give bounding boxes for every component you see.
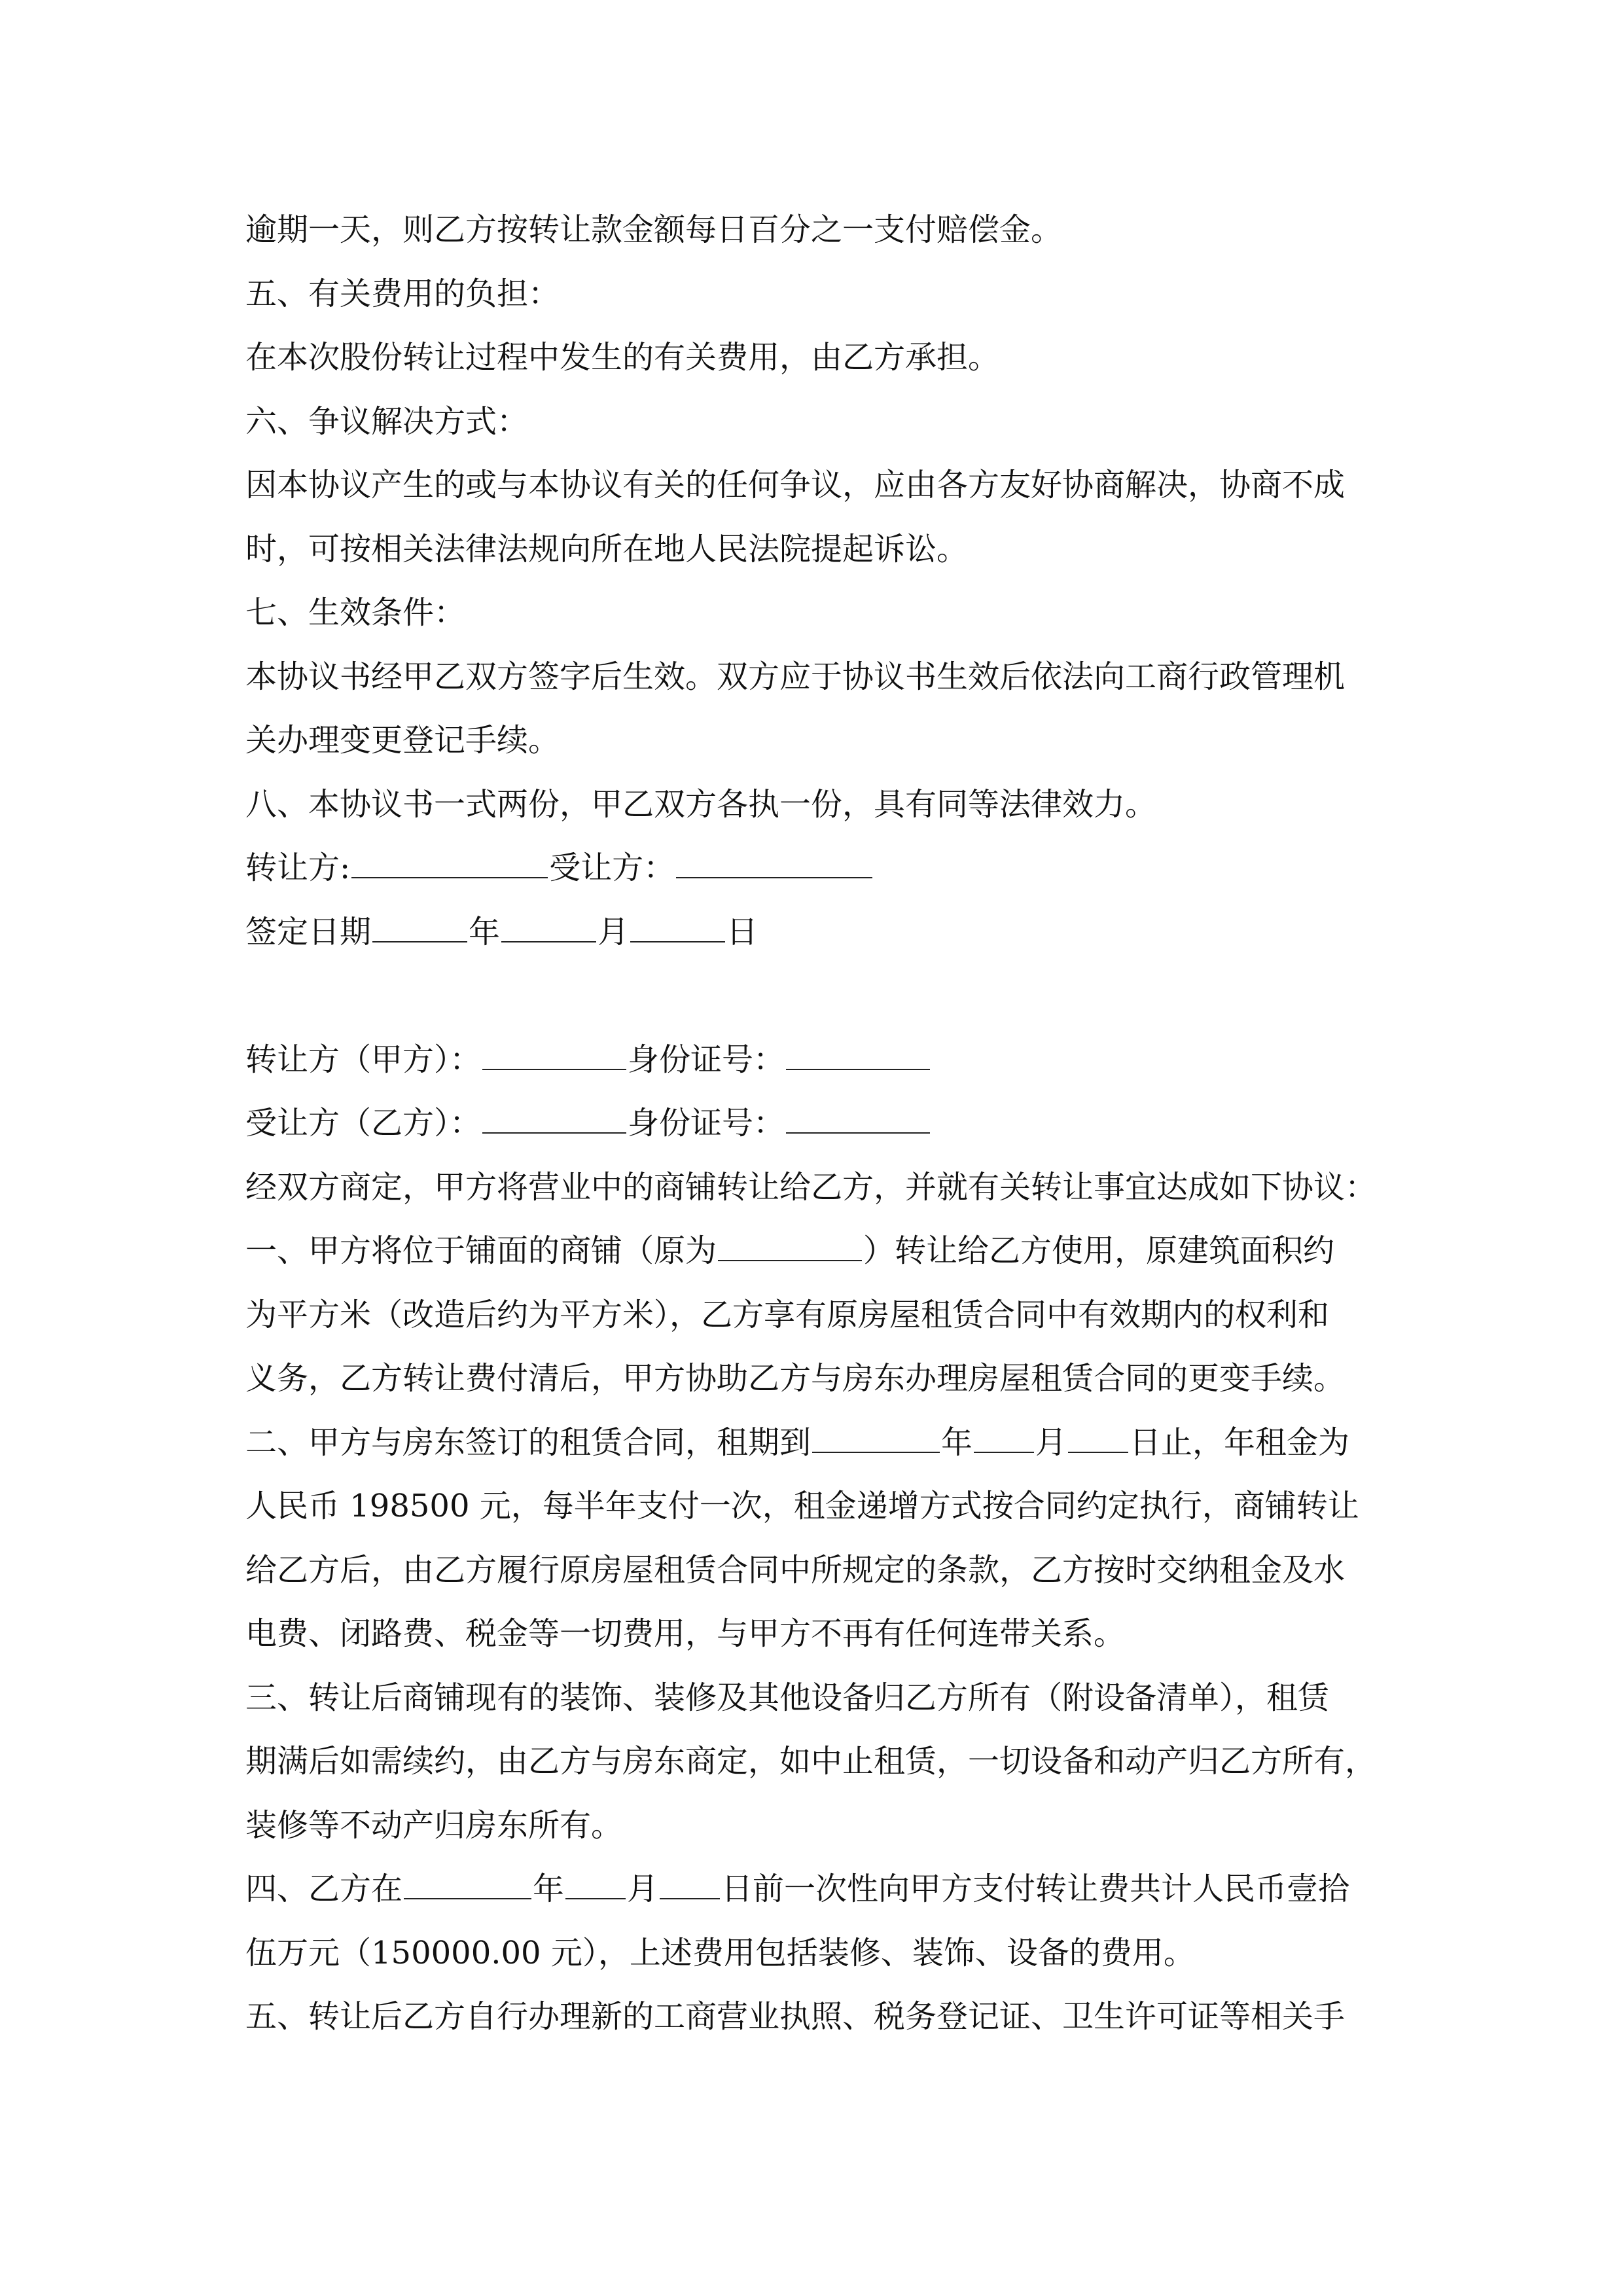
payment-day-blank[interactable]: [660, 1857, 720, 1899]
text-line: 伍万元（150000.00 元），上述费用包括装修、装饰、设备的费用。: [245, 1934, 1195, 1971]
date-line: [245, 901, 1384, 965]
text-line: 人民币 198500 元，每半年支付一次，租金递增方式按合同约定执行，商铺转让: [245, 1488, 1359, 1524]
year-label: 年: [469, 913, 501, 950]
text-line: 关办理变更登记手续。: [245, 722, 560, 759]
party-b-name-blank[interactable]: [482, 1092, 626, 1134]
intro-line: 经双方商定，甲方将营业中的商铺转让给乙方，并就有关转让事宜达成如下协议：: [245, 1168, 1377, 1206]
text-line: 义务，乙方转让费付清后，甲方协助乙方与房东办理房屋租赁合同的更变手续。: [245, 1360, 1346, 1397]
text-line: 在本次股份转让过程中发生的有关费用，由乙方承担。: [245, 339, 1000, 376]
section-heading: 七、生效条件：: [245, 594, 466, 631]
month-label: 月: [1035, 1424, 1067, 1461]
clause-2-line: [245, 1411, 1384, 1475]
text-line: 五、转让后乙方自行办理新的工商营业执照、税务登记证、卫生许可证等相关手: [245, 1998, 1346, 2035]
text-line: 为平方米（改造后约为平方米），乙方享有原房屋租赁合同中有效期内的权利和: [245, 1296, 1330, 1333]
text-line: 八、本协议书一式两份，甲乙双方各执一份，具有同等法律效力。: [245, 785, 1157, 823]
party-b-id-blank[interactable]: [786, 1092, 930, 1134]
date-label: 签定日期: [245, 913, 372, 950]
party-a-line: [245, 1028, 1384, 1092]
text-line: 给乙方后，由乙方履行原房屋租赁合同中所规定的条款，乙方按时交纳租金及水: [245, 1551, 1346, 1588]
text-line: 三、转让后商铺现有的装饰、装修及其他设备归乙方所有（附设备清单），租赁: [245, 1679, 1330, 1716]
section-heading: 五、有关费用的负担：: [245, 275, 560, 312]
section-heading: 六、争议解决方式：: [245, 403, 529, 440]
id-label: 身份证号：: [628, 1041, 785, 1078]
id-label: 身份证号：: [628, 1105, 785, 1141]
text-line: 期满后如需续约，由乙方与房东商定，如中止租赁，一切设备和动产归乙方所有，: [245, 1743, 1377, 1780]
original-use-blank[interactable]: [718, 1219, 862, 1261]
clause-text: 日止，年租金为: [1130, 1424, 1350, 1461]
day-blank[interactable]: [630, 901, 725, 942]
transferor-label: 转让方:: [245, 850, 351, 886]
transferor-blank[interactable]: [351, 836, 548, 878]
payment-month-blank[interactable]: [565, 1857, 626, 1899]
text-line: 本协议书经甲乙双方签字后生效。双方应于协议书生效后依法向工商行政管理机: [245, 658, 1346, 695]
text-line: 装修等不动产归房东所有。: [245, 1806, 623, 1844]
payment-year-blank[interactable]: [404, 1857, 531, 1899]
year-label: 年: [533, 1871, 565, 1907]
text-line: 逾期一天，则乙方按转让款金额每日百分之一支付赔偿金。: [245, 211, 1063, 248]
year-label: 年: [941, 1424, 973, 1461]
party-a-id-blank[interactable]: [786, 1028, 930, 1070]
party-b-line: [245, 1092, 1384, 1156]
month-label: 月: [627, 1871, 659, 1907]
lease-year-blank[interactable]: [812, 1411, 940, 1453]
month-blank[interactable]: [501, 901, 596, 942]
signature-line: [245, 836, 1384, 901]
clause-text: 四、乙方在: [245, 1871, 403, 1907]
text-line: 时，可按相关法律法规向所在地人民法院提起诉讼。: [245, 530, 969, 567]
clause-text: 日前一次性向甲方支付转让费共计人民币壹拾: [721, 1871, 1350, 1907]
text-line: 因本协议产生的或与本协议有关的任何争议，应由各方友好协商解决，协商不成: [245, 467, 1346, 503]
year-blank[interactable]: [372, 901, 467, 942]
text-line: 电费、闭路费、税金等一切费用，与甲方不再有任何连带关系。: [245, 1615, 1126, 1652]
lease-month-blank[interactable]: [974, 1411, 1034, 1453]
day-label: 日: [726, 913, 758, 950]
transferee-blank[interactable]: [676, 836, 872, 878]
month-label: 月: [597, 913, 630, 950]
party-a-name-blank[interactable]: [482, 1028, 626, 1070]
clause-4-line: [245, 1857, 1384, 1922]
clause-text: ）转让给乙方使用，原建筑面积约: [863, 1232, 1335, 1269]
document-page: [245, 198, 1384, 2049]
clause-1-line: [245, 1219, 1384, 1283]
party-b-label: 受让方（乙方）：: [245, 1105, 482, 1141]
transferee-label: 受让方：: [549, 850, 675, 886]
lease-day-blank[interactable]: [1068, 1411, 1128, 1453]
blank-line: [245, 964, 1384, 1028]
party-a-label: 转让方（甲方）：: [245, 1041, 482, 1078]
clause-text: 二、甲方与房东签订的租赁合同，租期到: [245, 1424, 812, 1461]
clause-text: 一、甲方将位于铺面的商铺（原为: [245, 1232, 717, 1269]
